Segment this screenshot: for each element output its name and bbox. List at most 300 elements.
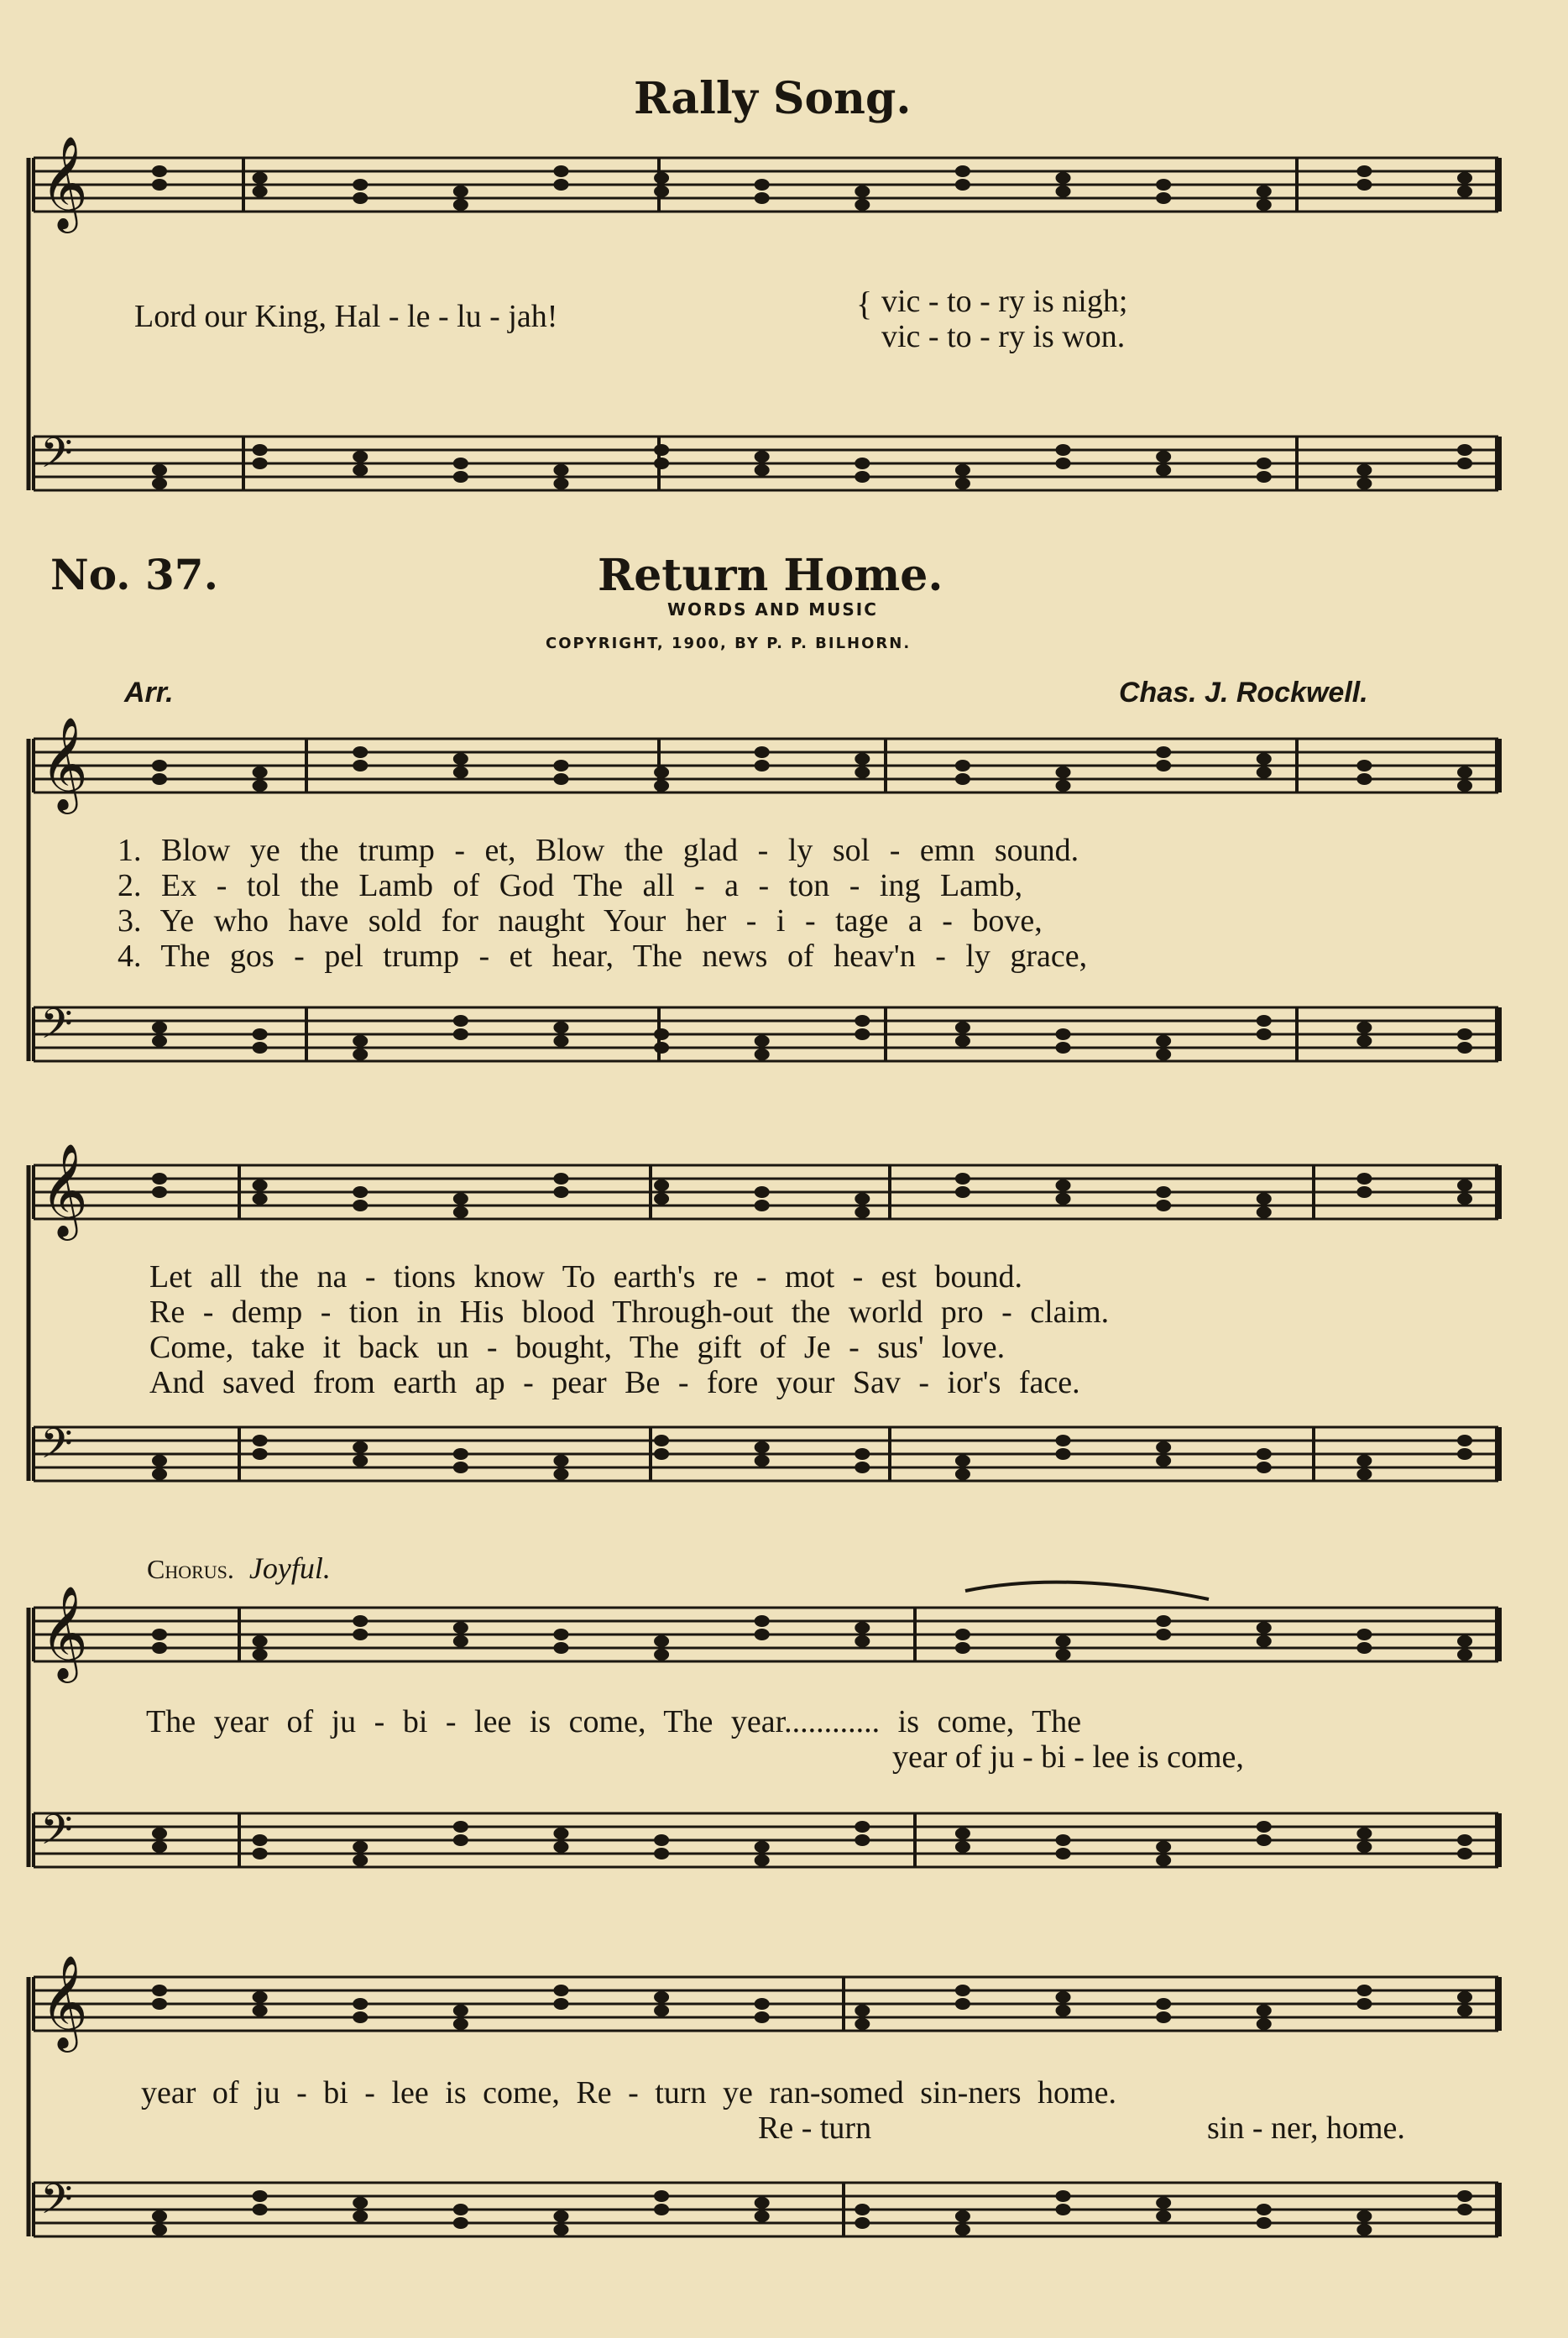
note-head	[1457, 2204, 1472, 2215]
chorus-line-1: The year of ju - bi - lee is come, The year............ is come, The	[146, 1704, 1082, 1739]
note-head	[353, 2011, 368, 2023]
note-head	[1257, 471, 1272, 483]
note-head	[1356, 1186, 1372, 1198]
note-head	[1257, 2204, 1272, 2215]
note-head	[353, 1615, 368, 1627]
note-head	[1356, 464, 1372, 476]
note-head	[654, 1649, 669, 1661]
note-head	[855, 1462, 870, 1473]
treble-clef-icon: 𝄞	[40, 1585, 88, 1679]
note-head	[1356, 773, 1372, 785]
arranger-label: Arr.	[124, 677, 174, 709]
note-head	[955, 464, 970, 476]
note-head	[1056, 1028, 1071, 1040]
note-head	[553, 1186, 568, 1198]
note-head	[253, 1991, 268, 2003]
composer-credit: Chas. J. Rockwell.	[1119, 677, 1368, 709]
note-head	[855, 1448, 870, 1460]
note-head	[755, 451, 770, 463]
note-head	[1457, 444, 1472, 456]
note-head	[1056, 172, 1071, 184]
note-head	[955, 1468, 970, 1480]
chorus-line-2-alt-2: sin - ner, home.	[1207, 2110, 1405, 2146]
note-head	[1056, 186, 1071, 197]
chorus-label	[147, 1553, 331, 1583]
note-head	[453, 1193, 468, 1205]
chorus-tempo: Joyful.	[248, 1551, 331, 1585]
note-head	[755, 1629, 770, 1640]
note-head	[253, 780, 268, 792]
note-head	[453, 2204, 468, 2215]
note-head	[1056, 1193, 1071, 1205]
note-head	[1457, 1193, 1472, 1205]
note-head	[353, 1441, 368, 1453]
note-head	[1457, 766, 1472, 778]
chorus-line-1-alt: year of ju - bi - lee is come,	[892, 1739, 1244, 1775]
note-head	[152, 1186, 167, 1198]
treble-clef-icon: 𝄞	[40, 1954, 88, 2048]
note-head	[654, 766, 669, 778]
note-head	[253, 1042, 268, 1054]
rally-song-lyric-lead: Lord our King, Hal - le - lu - jah!	[134, 299, 558, 334]
note-head	[553, 1828, 568, 1839]
note-head	[353, 2210, 368, 2222]
note-head	[1356, 2224, 1372, 2236]
note-head	[755, 1841, 770, 1853]
bass-clef-icon: 𝄢	[40, 429, 73, 488]
note-head	[152, 2210, 167, 2222]
note-head	[553, 165, 568, 177]
note-head	[1156, 1854, 1171, 1866]
note-head	[1056, 780, 1071, 792]
note-head	[1457, 1848, 1472, 1859]
note-head	[253, 1834, 268, 1846]
note-head	[1257, 1821, 1272, 1833]
note-head	[1257, 1622, 1272, 1634]
note-head	[152, 1455, 167, 1467]
note-head	[855, 2204, 870, 2215]
note-head	[755, 1854, 770, 1866]
rally-song-brace: {	[856, 285, 873, 322]
note-head	[654, 172, 669, 184]
note-head	[1356, 1035, 1372, 1047]
note-head	[353, 2197, 368, 2209]
note-head	[1056, 766, 1071, 778]
note-head	[755, 192, 770, 204]
note-head	[1356, 1828, 1372, 1839]
verse-2-line-a: 2. Ex - tol the Lamb of God The all - a - ton - ing Lamb,	[118, 868, 1023, 903]
note-head	[855, 753, 870, 765]
note-head	[1056, 1042, 1071, 1054]
note-head	[1156, 1455, 1171, 1467]
verse-4-line-b: And saved from earth ap - pear Be - fore your Sav - ior's face.	[149, 1365, 1080, 1400]
note-head	[353, 451, 368, 463]
note-head	[955, 1841, 970, 1853]
note-head	[1356, 1455, 1372, 1467]
note-head	[955, 1998, 970, 2010]
note-head	[1056, 1834, 1071, 1846]
note-head	[1257, 1834, 1272, 1846]
note-head	[654, 186, 669, 197]
note-head	[1156, 1629, 1171, 1640]
note-head	[855, 471, 870, 483]
note-head	[1457, 2190, 1472, 2202]
note-head	[1356, 1468, 1372, 1480]
note-head	[152, 1022, 167, 1033]
note-head	[955, 773, 970, 785]
note-head	[453, 1622, 468, 1634]
note-head	[654, 1448, 669, 1460]
note-head	[1257, 1206, 1272, 1218]
note-head	[152, 1629, 167, 1640]
note-head	[553, 1468, 568, 1480]
note-head	[855, 186, 870, 197]
note-head	[152, 773, 167, 785]
note-head	[855, 199, 870, 211]
note-head	[955, 1186, 970, 1198]
note-head	[654, 1179, 669, 1191]
note-head	[353, 1049, 368, 1060]
note-head	[253, 1179, 268, 1191]
note-head	[152, 1841, 167, 1853]
note-head	[152, 1173, 167, 1185]
note-head	[152, 760, 167, 771]
note-head	[253, 458, 268, 469]
note-head	[654, 444, 669, 456]
note-head	[654, 1042, 669, 1054]
note-head	[654, 1848, 669, 1859]
note-head	[353, 1035, 368, 1047]
note-head	[755, 1998, 770, 2010]
treble-clef-icon: 𝄞	[40, 1143, 88, 1237]
note-head	[955, 1642, 970, 1654]
note-head	[1457, 172, 1472, 184]
note-head	[152, 1035, 167, 1047]
note-head	[1056, 1435, 1071, 1446]
note-head	[453, 766, 468, 778]
bass-clef-icon: 𝄢	[40, 1806, 73, 1865]
note-head	[855, 2217, 870, 2229]
verse-1-line-b: Let all the na - tions know To earth's re - mot - est bound.	[149, 1259, 1023, 1295]
note-head	[1056, 1179, 1071, 1191]
verse-2-line-b: Re - demp - tion in His blood Through-out the world pro - claim.	[149, 1295, 1110, 1330]
bass-clef-icon: 𝄢	[40, 1420, 73, 1478]
note-head	[553, 179, 568, 191]
note-head	[955, 1022, 970, 1033]
note-head	[553, 478, 568, 489]
note-head	[1056, 2190, 1071, 2202]
note-head	[955, 165, 970, 177]
note-head	[353, 464, 368, 476]
note-head	[1156, 451, 1171, 463]
note-head	[955, 1629, 970, 1640]
note-head	[1257, 1193, 1272, 1205]
note-head	[1156, 1200, 1171, 1211]
tie-arc	[965, 1582, 1209, 1599]
verse-3-line-a: 3. Ye who have sold for naught Your her - i - tage a - bove,	[118, 903, 1043, 939]
note-head	[1457, 2005, 1472, 2016]
note-head	[253, 1448, 268, 1460]
note-head	[1156, 746, 1171, 758]
note-head	[353, 1186, 368, 1198]
note-head	[1356, 165, 1372, 177]
note-head	[152, 179, 167, 191]
verse-1-line-a: 1. Blow ye the trump - et, Blow the glad - ly sol - emn sound.	[118, 833, 1079, 868]
note-head	[453, 1206, 468, 1218]
note-head	[855, 458, 870, 469]
note-head	[654, 2190, 669, 2202]
note-head	[955, 1173, 970, 1185]
note-head	[654, 780, 669, 792]
treble-clef-icon: 𝄞	[40, 716, 88, 810]
note-head	[453, 2005, 468, 2016]
copyright-line-1: WORDS AND MUSIC	[667, 599, 878, 620]
chorus-label-text: Chorus.	[147, 1554, 234, 1584]
note-head	[955, 1985, 970, 1996]
note-head	[152, 1985, 167, 1996]
note-head	[1356, 1998, 1372, 2010]
note-head	[1156, 1615, 1171, 1627]
note-head	[1356, 1841, 1372, 1853]
note-head	[353, 1998, 368, 2010]
note-head	[353, 760, 368, 771]
note-head	[955, 760, 970, 771]
note-head	[152, 1828, 167, 1839]
note-head	[1056, 1635, 1071, 1647]
note-head	[1056, 2204, 1071, 2215]
note-head	[1056, 1991, 1071, 2003]
verse-3-line-b: Come, take it back un - bought, The gift of Je - sus' love.	[149, 1330, 1006, 1365]
note-head	[1056, 444, 1071, 456]
note-head	[755, 1200, 770, 1211]
note-head	[855, 1834, 870, 1846]
note-head	[1257, 766, 1272, 778]
note-head	[253, 1028, 268, 1040]
note-head	[1457, 1448, 1472, 1460]
note-head	[1356, 2210, 1372, 2222]
note-head	[855, 1193, 870, 1205]
note-head	[253, 1649, 268, 1661]
note-head	[1356, 179, 1372, 191]
note-head	[955, 1035, 970, 1047]
note-head	[1257, 1015, 1272, 1027]
note-head	[1156, 179, 1171, 191]
note-head	[1257, 1448, 1272, 1460]
note-head	[1356, 1642, 1372, 1654]
note-head	[553, 1998, 568, 2010]
rally-song-title: Rally Song.	[634, 73, 912, 124]
note-head	[1457, 1991, 1472, 2003]
note-head	[253, 1193, 268, 1205]
chorus-line-2-alt-1: Re - turn	[758, 2110, 872, 2146]
note-head	[755, 1035, 770, 1047]
note-head	[755, 2197, 770, 2209]
note-head	[353, 192, 368, 204]
note-head	[553, 1629, 568, 1640]
note-head	[1156, 1841, 1171, 1853]
note-head	[855, 1015, 870, 1027]
note-head	[553, 1985, 568, 1996]
hymn-number: No. 37.	[50, 550, 218, 599]
note-head	[253, 1848, 268, 1859]
hymn-title: Return Home.	[598, 550, 943, 601]
note-head	[453, 471, 468, 483]
note-head	[1457, 1435, 1472, 1446]
note-head	[855, 1206, 870, 1218]
note-head	[654, 1834, 669, 1846]
note-head	[1257, 458, 1272, 469]
note-head	[553, 1642, 568, 1654]
note-head	[353, 1200, 368, 1211]
note-head	[1457, 1028, 1472, 1040]
note-head	[1257, 186, 1272, 197]
note-head	[855, 766, 870, 778]
note-head	[553, 1841, 568, 1853]
note-head	[855, 1622, 870, 1634]
note-head	[553, 2210, 568, 2222]
chorus-line-2: year of ju - bi - lee is come, Re - turn ye ran-somed sin-ners home.	[141, 2075, 1116, 2110]
note-head	[654, 458, 669, 469]
note-head	[253, 766, 268, 778]
note-head	[755, 2210, 770, 2222]
note-head	[855, 1821, 870, 1833]
note-head	[654, 1193, 669, 1205]
note-head	[1356, 760, 1372, 771]
copyright-line-2: COPYRIGHT, 1900, BY P. P. BILHORN.	[546, 635, 912, 652]
note-head	[1257, 199, 1272, 211]
note-head	[955, 2210, 970, 2222]
note-head	[1056, 1448, 1071, 1460]
note-head	[1356, 1985, 1372, 1996]
note-head	[253, 186, 268, 197]
note-head	[755, 179, 770, 191]
note-head	[1257, 753, 1272, 765]
bass-clef-icon: 𝄢	[40, 2175, 73, 2234]
note-head	[152, 1998, 167, 2010]
note-head	[152, 2224, 167, 2236]
treble-clef-icon: 𝄞	[40, 135, 88, 229]
bass-clef-icon: 𝄢	[40, 1000, 73, 1059]
note-head	[553, 1173, 568, 1185]
note-head	[1457, 1649, 1472, 1661]
note-head	[453, 186, 468, 197]
note-head	[755, 760, 770, 771]
note-head	[1457, 1179, 1472, 1191]
note-head	[453, 1462, 468, 1473]
note-head	[1156, 192, 1171, 204]
note-head	[253, 2190, 268, 2202]
note-head	[1356, 1022, 1372, 1033]
note-head	[553, 2224, 568, 2236]
note-head	[453, 1448, 468, 1460]
note-head	[855, 2018, 870, 2030]
note-head	[453, 1635, 468, 1647]
note-head	[1457, 1635, 1472, 1647]
note-head	[453, 1834, 468, 1846]
note-head	[955, 1828, 970, 1839]
note-head	[1156, 760, 1171, 771]
note-head	[755, 1455, 770, 1467]
note-head	[253, 2204, 268, 2215]
note-head	[152, 1642, 167, 1654]
note-head	[955, 1455, 970, 1467]
note-head	[353, 1841, 368, 1853]
note-head	[253, 2005, 268, 2016]
note-head	[955, 478, 970, 489]
note-head	[1356, 1173, 1372, 1185]
note-head	[654, 2005, 669, 2016]
note-head	[1056, 1649, 1071, 1661]
note-head	[1356, 1629, 1372, 1640]
note-head	[1457, 1834, 1472, 1846]
note-head	[1457, 458, 1472, 469]
note-head	[1457, 1042, 1472, 1054]
note-head	[755, 746, 770, 758]
note-head	[1257, 2005, 1272, 2016]
note-head	[553, 464, 568, 476]
note-head	[353, 1629, 368, 1640]
note-head	[152, 165, 167, 177]
note-head	[453, 1015, 468, 1027]
note-head	[152, 478, 167, 489]
note-head	[453, 753, 468, 765]
note-head	[755, 1441, 770, 1453]
note-head	[755, 1049, 770, 1060]
note-head	[453, 1028, 468, 1040]
note-head	[1056, 458, 1071, 469]
verse-4-line-a: 4. The gos - pel trump - et hear, The news of heav'n - ly grace,	[118, 939, 1088, 974]
note-head	[1156, 1186, 1171, 1198]
note-head	[1156, 464, 1171, 476]
note-head	[1457, 186, 1472, 197]
note-head	[453, 2217, 468, 2229]
note-head	[1156, 1035, 1171, 1047]
note-head	[553, 1022, 568, 1033]
note-head	[253, 1435, 268, 1446]
note-head	[353, 1455, 368, 1467]
note-head	[654, 1635, 669, 1647]
note-head	[955, 179, 970, 191]
note-head	[353, 179, 368, 191]
note-head	[453, 458, 468, 469]
note-head	[152, 1468, 167, 1480]
note-head	[755, 464, 770, 476]
note-head	[1056, 1848, 1071, 1859]
note-head	[1457, 780, 1472, 792]
note-head	[654, 1991, 669, 2003]
note-head	[353, 1854, 368, 1866]
note-head	[1257, 2217, 1272, 2229]
note-head	[553, 773, 568, 785]
note-head	[1257, 1635, 1272, 1647]
note-head	[1156, 1441, 1171, 1453]
note-head	[453, 199, 468, 211]
note-head	[1156, 2011, 1171, 2023]
note-head	[353, 746, 368, 758]
note-head	[654, 2204, 669, 2215]
note-head	[1156, 1049, 1171, 1060]
note-head	[654, 1028, 669, 1040]
note-head	[1156, 1998, 1171, 2010]
note-head	[855, 2005, 870, 2016]
note-head	[955, 2224, 970, 2236]
note-head	[855, 1635, 870, 1647]
note-head	[1257, 1028, 1272, 1040]
rally-song-lyric-line2: vic - to - ry is won.	[881, 319, 1126, 354]
note-head	[1156, 2197, 1171, 2209]
rally-song-lyric-line1: vic - to - ry is nigh;	[881, 284, 1128, 319]
note-head	[755, 2011, 770, 2023]
